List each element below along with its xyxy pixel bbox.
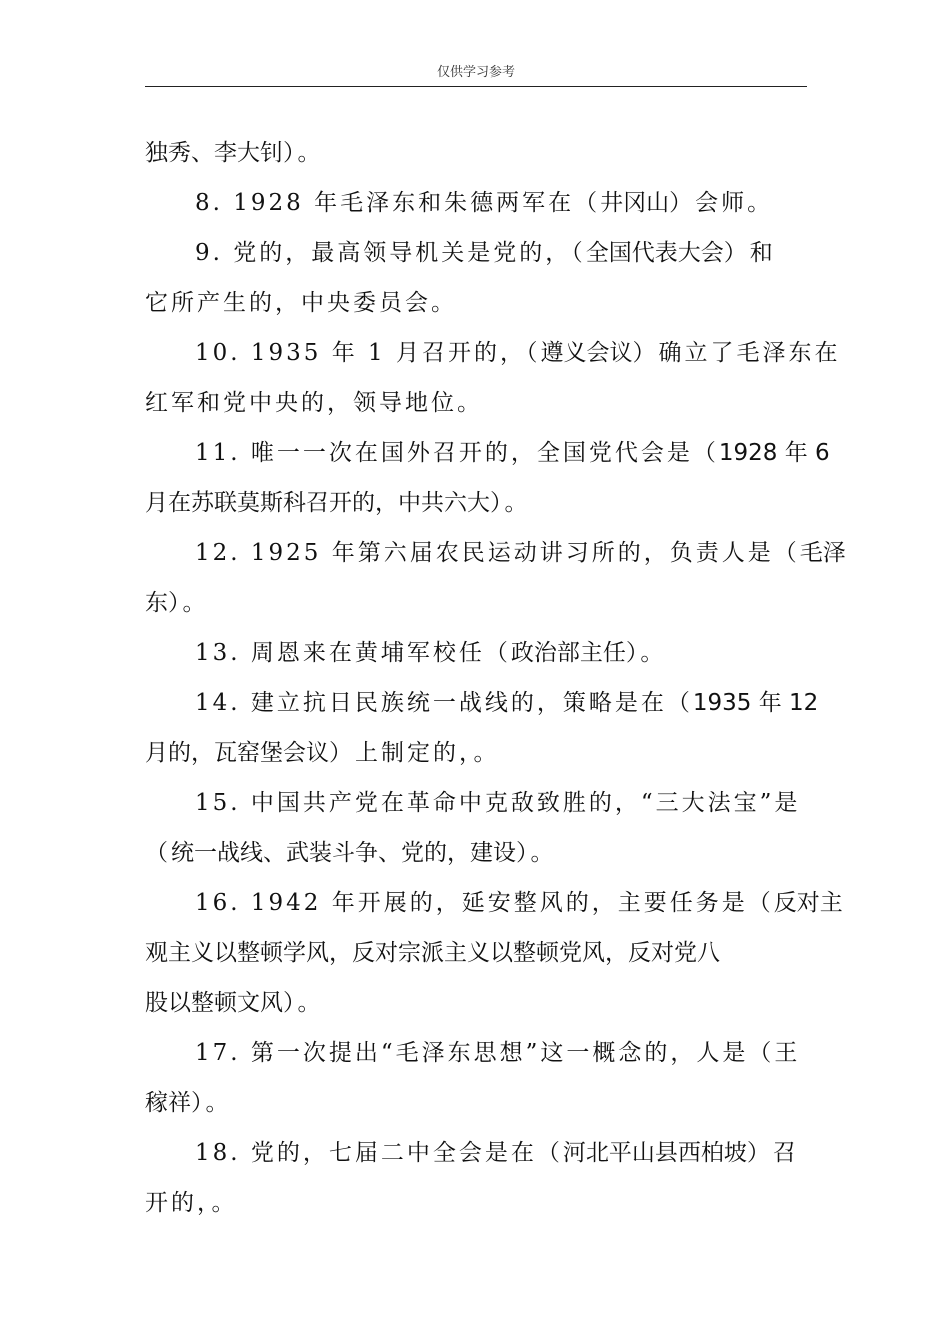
text-line [145, 278, 807, 328]
text-line [145, 1028, 807, 1078]
text-line [145, 428, 830, 478]
text-line [145, 778, 807, 828]
page-header [145, 62, 807, 87]
text-line [145, 678, 819, 728]
question-text: ）。 [191, 1090, 232, 1116]
answer-text: 稼祥 [145, 1090, 191, 1116]
text-line [145, 228, 807, 278]
text-line [145, 128, 807, 178]
answer-text: 独秀、李大钊 [145, 140, 283, 166]
question-text: 8. 1928 年毛泽东和朱德两军在（ [195, 190, 601, 216]
question-text: ）。 [168, 590, 209, 616]
question-text: ）上制定的，。 [329, 740, 500, 766]
answer-text: 观主义以整顿学风，反对宗派主义以整顿党风，反对党八 [145, 940, 720, 966]
question-text: ）和 [723, 240, 776, 266]
text-line [145, 478, 807, 528]
question-text: ）召 [746, 1140, 799, 1166]
question-text: 10. 1935 年 1 月召开的，（ [195, 340, 541, 366]
answer-text: 月在苏联莫斯科召开的，中共六大 [145, 490, 490, 516]
text-line [145, 328, 841, 378]
question-text: 它所产生的，中央委员会。 [145, 290, 457, 316]
text-line [145, 878, 843, 928]
answer-text: 统一战线、武装斗争、党的，建设 [171, 840, 516, 866]
answer-text: 王 [774, 1040, 798, 1066]
question-text: （ [145, 840, 171, 866]
question-text: 14. 建立抗日民族统一战线的，策略是在（ [195, 690, 693, 716]
text-line [145, 1128, 807, 1178]
question-text: 12. 1925 年第六届农民运动讲习所的，负责人是（ [195, 540, 800, 566]
document-body [145, 128, 846, 1228]
answer-text: 政治部主任 [510, 640, 626, 666]
answer-text: 河北平山县西柏坡 [562, 1140, 747, 1166]
question-text: ）会师。 [669, 190, 774, 216]
header-text: 仅供学习参考 [436, 65, 515, 80]
text-line [145, 378, 807, 428]
text-line [145, 628, 807, 678]
text-line [145, 1178, 807, 1228]
question-text: 11. 唯一一次在国外召开的，全国党代会是（ [195, 440, 719, 466]
text-line [145, 828, 807, 878]
answer-text: 1935 年 12 [692, 690, 819, 716]
text-line [145, 528, 846, 578]
question-text: 15. 中国共产党在革命中克敌致胜的，“三大法宝”是 [195, 790, 801, 816]
question-text: ）。 [490, 490, 531, 516]
question-text: 17. 第一次提出“毛泽东思想”这一概念的，人是（ [195, 1040, 775, 1066]
text-line [145, 978, 807, 1028]
question-text: ）。 [516, 840, 557, 866]
question-text: ）。 [283, 140, 324, 166]
text-line [145, 928, 807, 978]
answer-text: 反对主 [773, 890, 843, 916]
text-line [145, 728, 807, 778]
question-text: ）。 [283, 990, 324, 1016]
answer-text: 井冈山 [600, 190, 670, 216]
answer-text: 全国代表大会 [585, 240, 724, 266]
question-text: 9. 党的，最高领导机关是党的，（ [195, 240, 586, 266]
question-text: 红军和党中央的，领导地位。 [145, 390, 483, 416]
question-text: ）。 [625, 640, 667, 666]
question-text: 16. 1942 年开展的，延安整风的，主要任务是（ [195, 890, 774, 916]
question-text: 13. 周恩来在黄埔军校任（ [195, 640, 511, 666]
answer-text: 1928 年 6 [718, 440, 830, 466]
text-line [145, 578, 807, 628]
question-text: ）确立了毛泽东在 [632, 340, 841, 366]
answer-text: 月的，瓦窑堡会议 [145, 740, 329, 766]
answer-text: 毛泽 [799, 540, 846, 566]
question-text: 18. 党的，七届二中全会是在（ [195, 1140, 563, 1166]
answer-text: 遵义会议 [540, 340, 633, 366]
answer-text: 股以整顿文风 [145, 990, 283, 1016]
text-line [145, 178, 807, 228]
text-line [145, 1078, 807, 1128]
question-text: 开的，。 [145, 1190, 238, 1216]
answer-text: 东 [145, 590, 168, 616]
